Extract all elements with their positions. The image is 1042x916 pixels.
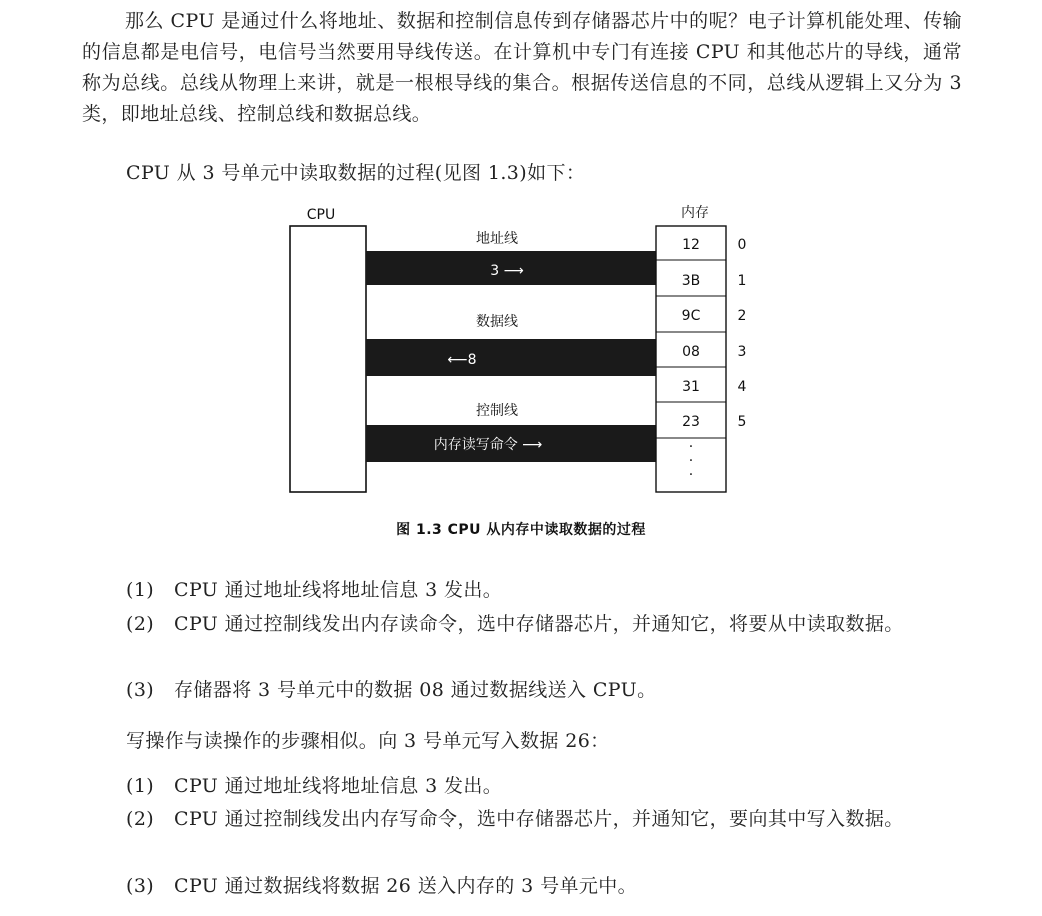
list-item-text: 存储器将 3 号单元中的数据 08 通过数据线送入 CPU。 [174, 679, 657, 701]
list-item-number: (2) [126, 808, 155, 830]
memory-address: 4 [737, 379, 747, 395]
memory-address: 2 [737, 308, 747, 324]
write-intro-line: 写操作与读操作的步骤相似。向 3 号单元写入数据 26： [126, 730, 610, 752]
data-bus-label: 数据线 [476, 314, 518, 330]
address-bus-label: 地址线 [476, 231, 518, 247]
control-bus-signal: 内存读写命令 ⟶ [433, 437, 543, 453]
memory-ellipsis: · [688, 453, 694, 469]
memory-ellipsis: · [688, 467, 694, 483]
figure-caption: 图 1.3 CPU 从内存中读取数据的过程 [396, 522, 646, 538]
memory-address: 0 [737, 237, 747, 253]
memory-cell-value: 31 [682, 379, 700, 395]
list-item-number: (1) [126, 579, 155, 601]
memory-address: 1 [737, 273, 747, 289]
list-item-text: CPU 通过控制线发出内存写命令，选中存储器芯片，并通知它，要向其中写入数据。 [174, 808, 904, 830]
memory-cell-value: 3B [681, 273, 701, 289]
read-intro-line: CPU 从 3 号单元中读取数据的过程(见图 1.3)如下： [126, 162, 586, 184]
memory-ellipsis: · [688, 439, 694, 455]
list-item-number: (2) [126, 613, 155, 635]
memory-cell-value: 9C [681, 308, 701, 324]
list-item-number: (3) [126, 875, 155, 897]
list-item-number: (1) [126, 775, 155, 797]
list-item-text: CPU 通过控制线发出内存读命令，选中存储器芯片，并通知它，将要从中读取数据。 [174, 613, 904, 635]
list-item-text: CPU 通过数据线将数据 26 送入内存的 3 号单元中。 [174, 875, 638, 897]
cpu-box [290, 226, 366, 492]
address-bus-signal: 3 ⟶ [490, 263, 524, 279]
list-item-text: CPU 通过地址线将地址信息 3 发出。 [174, 775, 503, 797]
intro-paragraph: 那么 CPU 是通过什么将地址、数据和控制信息传到存储器芯片中的呢？电子计算机能处理、传输的信息都是电信号，电信号当然要用导线传送。在计算机中专门有连接 CPU 和其他芯片的导线，通常称为总线。总线从物理上来讲，就是一根根导线的集合。根据传送信息的不同，总线从逻辑上又分为 3 类，即地址总线、控制总线和数据总线。 [82, 10, 962, 125]
list-item-number: (3) [126, 679, 155, 701]
data-bus-signal: ⟵8 [447, 352, 477, 368]
memory-cell-value: 08 [682, 344, 700, 360]
memory-cell-value: 23 [682, 414, 700, 430]
data-bus-bar [366, 339, 656, 376]
memory-cell-value: 12 [682, 237, 700, 253]
cpu-label: CPU [306, 207, 336, 223]
memory-address: 3 [737, 344, 747, 360]
list-item-text: CPU 通过地址线将地址信息 3 发出。 [174, 579, 503, 601]
memory-label: 内存 [681, 205, 709, 221]
control-bus-label: 控制线 [476, 403, 518, 419]
memory-address: 5 [737, 414, 747, 430]
